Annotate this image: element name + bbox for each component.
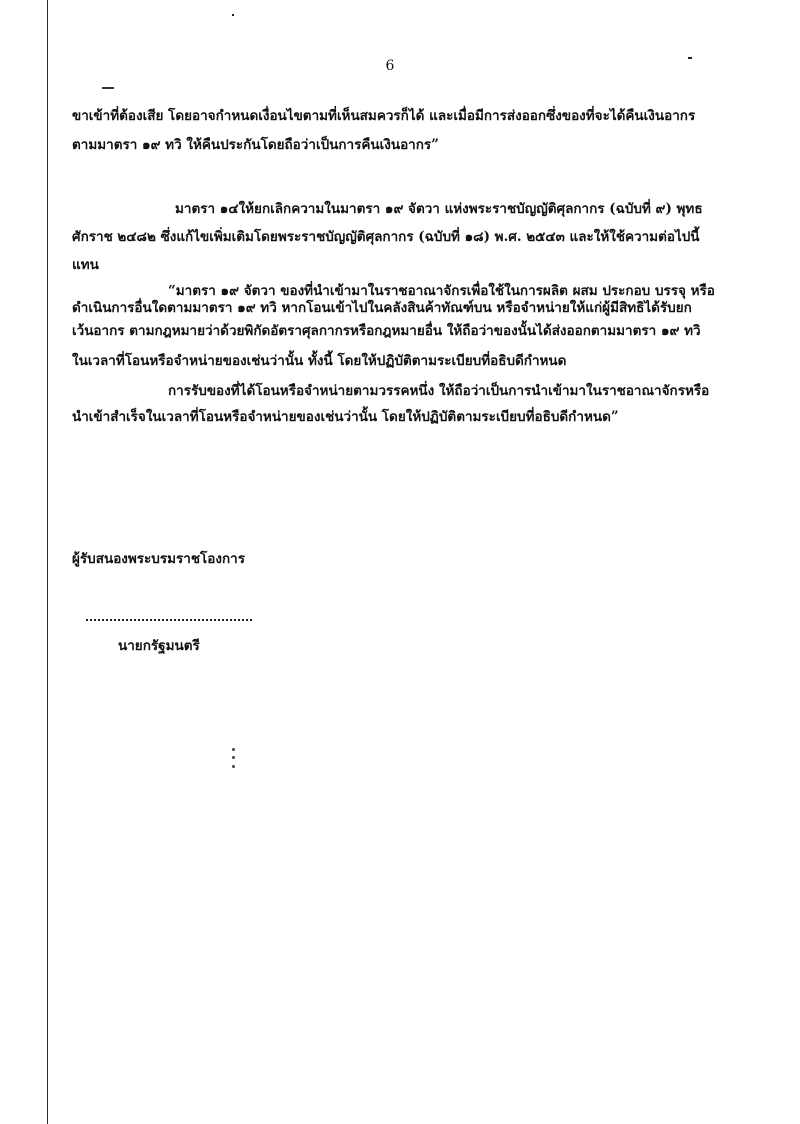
body-line-1: ขาเข้าที่ต้องเสีย โดยอาจกำหนดเงื่อนไขตามที่เห็นสมควรก็ได้ และเมื่อมีการส่งออกซึ่งของที่จะได้คืนเงินอากร: [72, 108, 696, 124]
quoted-section-line-6: นำเข้าสำเร็จในเวลาที่โอนหรือจำหน่ายของเช่นว่านั้น โดยให้ปฏิบัติตามระเบียบที่อธิบดีกำหนด”: [72, 409, 619, 425]
section-14-line-3: แทน: [72, 257, 99, 273]
scan-noise-mark: [232, 765, 235, 768]
scan-speck: [688, 57, 692, 59]
quoted-section-line-1: “มาตรา ๑๙ จัตวา ของที่นำเข้ามาในราชอาณาจักรเพื่อใช้ในการผลิต ผสม ประกอบ บรรจุ หรือ: [168, 283, 715, 299]
page-number: 6: [385, 58, 395, 74]
scan-noise-mark: [232, 748, 235, 751]
scan-noise-mark: [232, 756, 235, 759]
body-line-2: ตามมาตรา ๑๙ ทวิ ให้คืนประกันโดยถือว่าเป็นการคืนเงินอากร”: [72, 137, 439, 153]
scan-dash-mark: [102, 87, 114, 89]
scan-edge-line: [47, 0, 48, 1124]
signature-dotted-line: [86, 619, 252, 621]
quoted-section-line-4: ในเวลาที่โอนหรือจำหน่ายของเช่นว่านั้น ทั้งนี้ โดยให้ปฏิบัติตามระเบียบที่อธิบดีกำหนด: [72, 353, 567, 369]
section-14-line-2: ศักราช ๒๔๘๒ ซึ่งแก้ไขเพิ่มเติมโดยพระราชบัญญัติศุลกากร (ฉบับที่ ๑๘) พ.ศ. ๒๕๔๓ และให้ใช้ความต่อไปนี้: [72, 229, 700, 245]
countersign-heading: ผู้รับสนองพระบรมราชโองการ: [72, 551, 245, 567]
section-14-line-1: มาตรา ๑๔ให้ยกเลิกความในมาตรา ๑๙ จัตวา แห่งพระราชบัญญัติศุลกากร (ฉบับที่ ๙) พุทธ: [175, 201, 703, 217]
signer-title: นายกรัฐมนตรี: [118, 638, 200, 654]
quoted-section-line-3: เว้นอากร ตามกฎหมายว่าด้วยพิกัดอัตราศุลกากรหรือกฎหมายอื่น ให้ถือว่าของนั้นได้ส่งออกตามมาตรา ๑๙ ทวิ: [72, 323, 701, 339]
scan-speck: [232, 14, 234, 16]
quoted-section-line-2: ดำเนินการอื่นใดตามมาตรา ๑๙ ทวิ หากโอนเข้าไปในคลังสินค้าทัณฑ์บน หรือจำหน่ายให้แก่ผู้มีสิทธิได้รับยก: [72, 300, 692, 316]
quoted-section-line-5: การรับของที่ได้โอนหรือจำหน่ายตามวรรคหนึ่ง ให้ถือว่าเป็นการนำเข้ามาในราชอาณาจักรหรือ: [168, 383, 710, 399]
